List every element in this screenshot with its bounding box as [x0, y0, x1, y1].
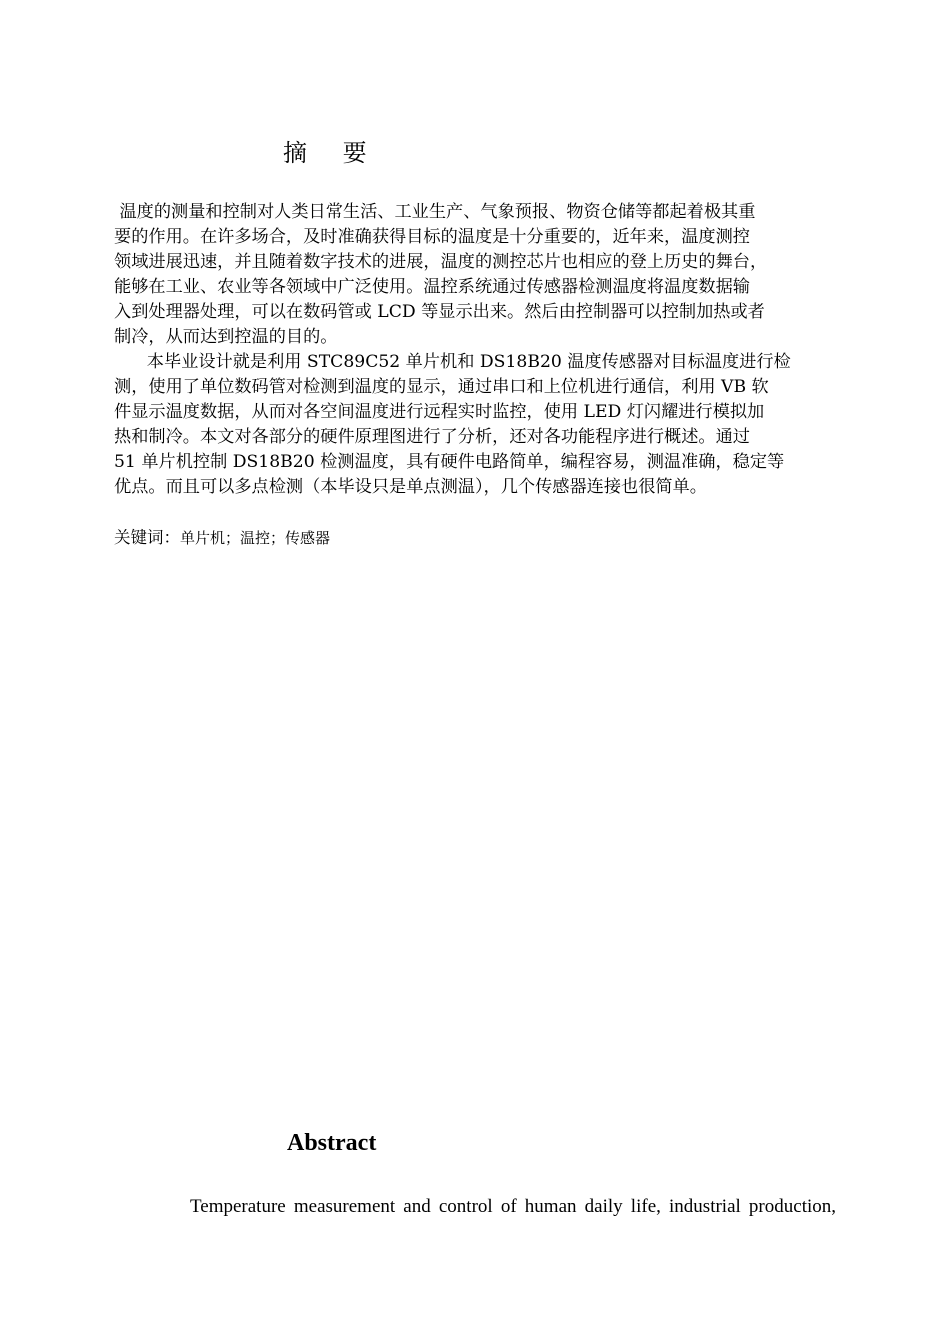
abstract-cn-p1-line-6: 制冷，从而达到控温的目的。 [114, 327, 338, 347]
abstract-en-first-line: Temperature measurement and control of human daily life, industrial production, [190, 1196, 836, 1217]
abstract-cn-p1-line-3: 领域进展迅速，并且随着数字技术的进展，温度的测控芯片也相应的登上历史的舞台， [114, 252, 768, 272]
abstract-cn-p2-line-6: 优点。而且可以多点检测（本毕设只是单点测温），几个传感器连接也很简单。 [114, 477, 707, 497]
abstract-cn-body [114, 200, 846, 500]
abstract-cn-p1-line-2: 要的作用。在许多场合，及时准确获得目标的温度是十分重要的，近年来，温度测控 [114, 227, 750, 247]
keywords-value: 单片机；温控；传感器 [180, 529, 331, 547]
abstract-cn-p1-line-1: 温度的测量和控制对人类日常生活、工业生产、气象预报、物资仓储等都起着极其重 [114, 202, 756, 222]
abstract-cn-p2-line-3: 件显示温度数据，从而对各空间温度进行远程实时监控，使用 LED 灯闪耀进行模拟加 [114, 402, 765, 422]
abstract-cn-p2-line-2: 测，使用了单位数码管对检测到温度的显示，通过串口和上位机进行通信，利用 VB 软 [114, 377, 769, 397]
keywords-line [114, 524, 330, 548]
abstract-cn-title: 摘 要 [283, 139, 381, 167]
abstract-cn-p2-line-1: 本毕业设计就是利用 STC89C52 单片机和 DS18B20 温度传感器对目标温度进行检 [114, 352, 791, 372]
abstract-cn-p1-line-5: 入到处理器处理，可以在数码管或 LCD 等显示出来。然后由控制器可以控制加热或者 [114, 302, 765, 322]
abstract-en-title: Abstract [287, 1130, 377, 1156]
abstract-cn-p2-line-4: 热和制冷。本文对各部分的硬件原理图进行了分析，还对各功能程序进行概述。通过 [114, 427, 750, 447]
keywords-label: 关键词： [114, 528, 180, 547]
abstract-cn-p2-line-5: 51 单片机控制 DS18B20 检测温度，具有硬件电路简单，编程容易，测温准确，稳定等 [114, 452, 785, 472]
abstract-cn-p1-line-4: 能够在工业、农业等各领域中广泛使用。温控系统通过传感器检测温度将温度数据输 [114, 277, 750, 297]
